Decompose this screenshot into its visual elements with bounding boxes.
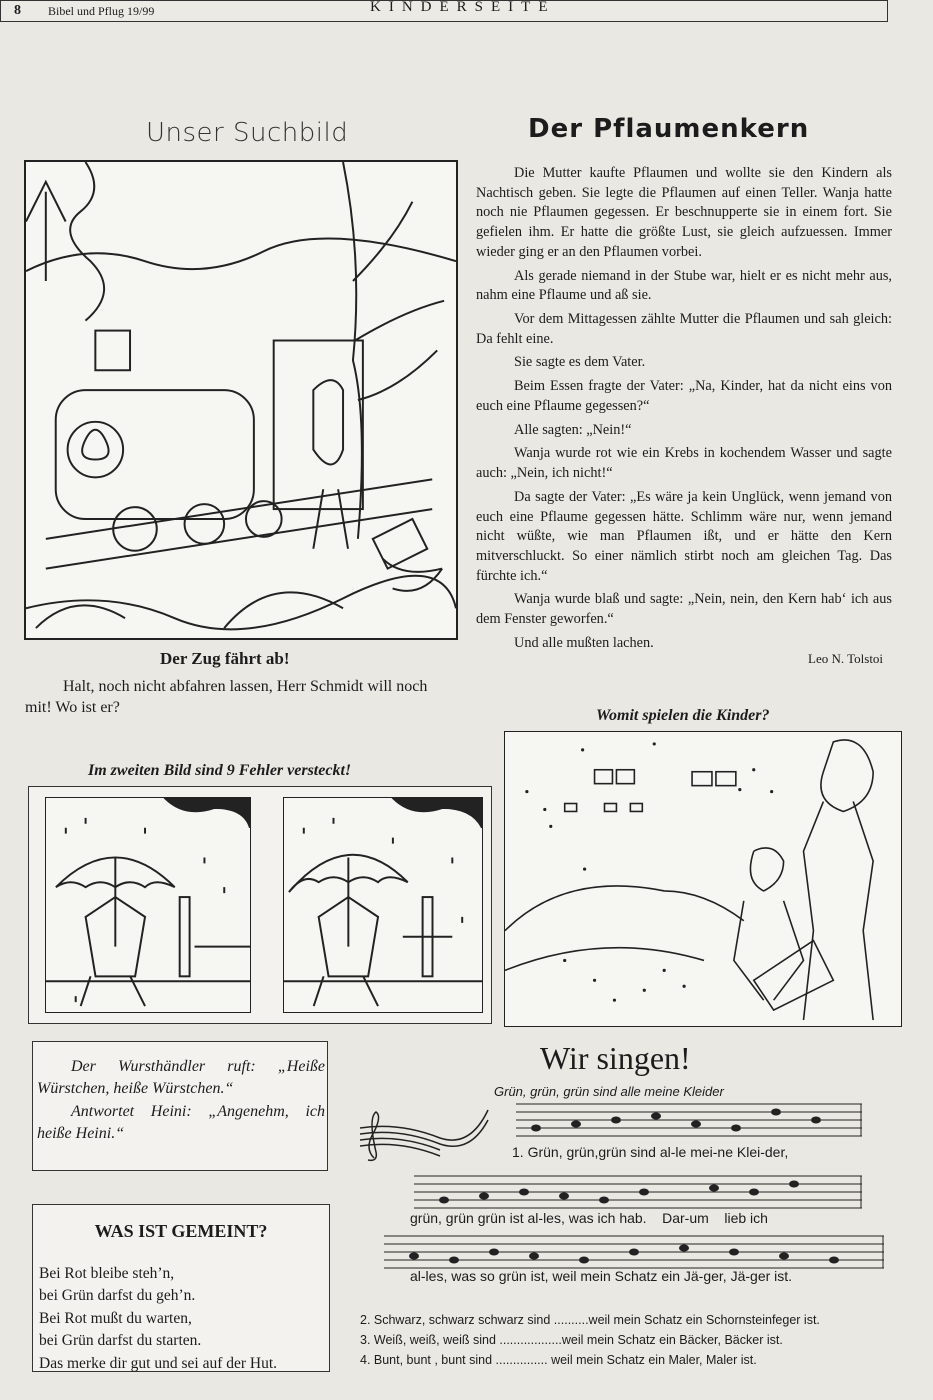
- riddle-text: [39, 1263, 277, 1375]
- music-staff-2: [414, 1172, 862, 1212]
- song-lyric-line: al-les, was so grün ist, weil mein Schatz ein Jä-ger, Jä-ger ist.: [410, 1268, 793, 1284]
- story-title: Der Pflaumenkern: [528, 114, 810, 144]
- song-verses: [360, 1310, 820, 1370]
- riddle-box: [32, 1204, 330, 1372]
- riddle-line: bei Grün darfst du geh’n.: [39, 1287, 196, 1305]
- story-paragraph: Und alle mußten lachen.: [514, 634, 654, 651]
- rain-picture-original: [45, 797, 251, 1013]
- song-heading: Grün, grün, grün sind alle meine Kleider: [494, 1084, 724, 1099]
- story-paragraph: Wanja wurde blaß und sagte: „Nein, nein, den Kern hab‘ ich aus dem Fenster geworfen.“: [476, 591, 892, 628]
- suchbild-title: Unser Suchbild: [146, 118, 349, 148]
- riddle-title: WAS IST GEMEINT?: [94, 1221, 268, 1241]
- train-picture: [24, 160, 458, 640]
- song-lyric-line: 1. Grün, grün,grün sind al-le mei-ne Klei-der,: [512, 1144, 789, 1160]
- story-paragraph: Da sagte der Vater: „Es wäre ja kein Unglück, wenn jemand von euch eine Pflaume gegessen hätte. Schlimm wäre nur, wenn jemand nicht wüßte, wie man Pflaumen ißt, und er hätte den Kern mitverschluckt. So einer nämlich stirbt noch am gleichen Tag. Das fürchte ich.“: [476, 488, 892, 584]
- page-number: 8: [14, 3, 21, 18]
- story-paragraph: Alle sagten: „Nein!“: [514, 421, 632, 438]
- story-paragraph: Beim Essen fragte der Vater: „Na, Kinder, hat da nicht eins von euch eine Pflaume gegessen?“: [476, 378, 892, 414]
- riddle-line: Bei Rot mußt du warten,: [39, 1309, 192, 1327]
- song-lyric-line: grün, grün grün ist al-les, was ich hab. Dar-um lieb ich: [410, 1210, 768, 1226]
- differences-box: [28, 786, 492, 1024]
- story-text: [476, 164, 892, 658]
- story-paragraph: Die Mutter kaufte Pflaumen und wollte sie den Kindern als Nachtisch geben. Sie legte die Pflaumen auf einen Teller. Wanja hatte noch nie Pflaumen gegessen. Er beschnupperte sie in einem fort. Sie gefielen ihm. Er hatte die größte Lust, sie gleich aufzuessen. Immer wieder ging er an den Pflaumen vorbei.: [476, 165, 892, 260]
- section-title: KINDERSEITE: [370, 0, 556, 15]
- train-caption: Der Zug fährt ab!: [160, 649, 290, 668]
- story-paragraph: Vor dem Mittagessen zählte Mutter die Pflaumen und sah gleich: Da fehlt eine.: [476, 311, 892, 347]
- music-staff-1: [516, 1098, 862, 1142]
- publication-name: Bibel und Pflug 19/99: [48, 4, 155, 18]
- dot-puzzle-title: Womit spielen die Kinder?: [596, 707, 770, 724]
- joke-box: [32, 1041, 328, 1171]
- riddle-line: bei Grün darfst du starten.: [39, 1332, 202, 1350]
- song-verse: 3. Weiß, weiß, weiß sind ..................weil mein Schatz ein Bäcker, Bäcker ist.: [360, 1333, 783, 1347]
- dot-puzzle-picture: [504, 731, 902, 1027]
- story-paragraph: Sie sagte es dem Vater.: [514, 354, 646, 371]
- song-verse: 2. Schwarz, schwarz schwarz sind ..........weil mein Schatz ein Schornsteinfeger ist.: [360, 1313, 820, 1327]
- story-author: Leo N. Tolstoi: [808, 651, 884, 666]
- riddle-line: Bei Rot bleibe steh’n,: [39, 1265, 175, 1282]
- riddle-line: Das merke dir gut und sei auf der Hut.: [39, 1354, 278, 1372]
- joke-text: [37, 1056, 325, 1146]
- rain-picture-changed: [283, 797, 483, 1013]
- train-question: Halt, noch nicht abfahren lassen, Herr Schmidt will noch mit! Wo ist er?: [25, 678, 428, 716]
- music-staff-3: [384, 1232, 884, 1272]
- song-verse: 4. Bunt, bunt , bunt sind ............... weil mein Schatz ein Maler, Maler ist.: [360, 1353, 757, 1367]
- story-paragraph: Wanja wurde rot wie ein Krebs in kochendem Wasser und sagte auch: „Nein, ich nicht!“: [476, 445, 892, 482]
- joke-line: Der Wursthändler ruft: „Heiße Würstchen, heiße Würstchen.“: [37, 1058, 325, 1098]
- joke-line: Antwortet Heini: „Angenehm, ich heiße Heini.“: [37, 1102, 325, 1143]
- differences-title: Im zweiten Bild sind 9 Fehler versteckt!: [88, 762, 352, 779]
- page-header: [0, 0, 888, 22]
- story-paragraph: Als gerade niemand in der Stube war, hielt er es nicht mehr aus, nahm eine Pflaume und aß sie.: [476, 267, 892, 304]
- song-title: Wir singen!: [540, 1040, 691, 1076]
- treble-clef-icon: [360, 1108, 490, 1168]
